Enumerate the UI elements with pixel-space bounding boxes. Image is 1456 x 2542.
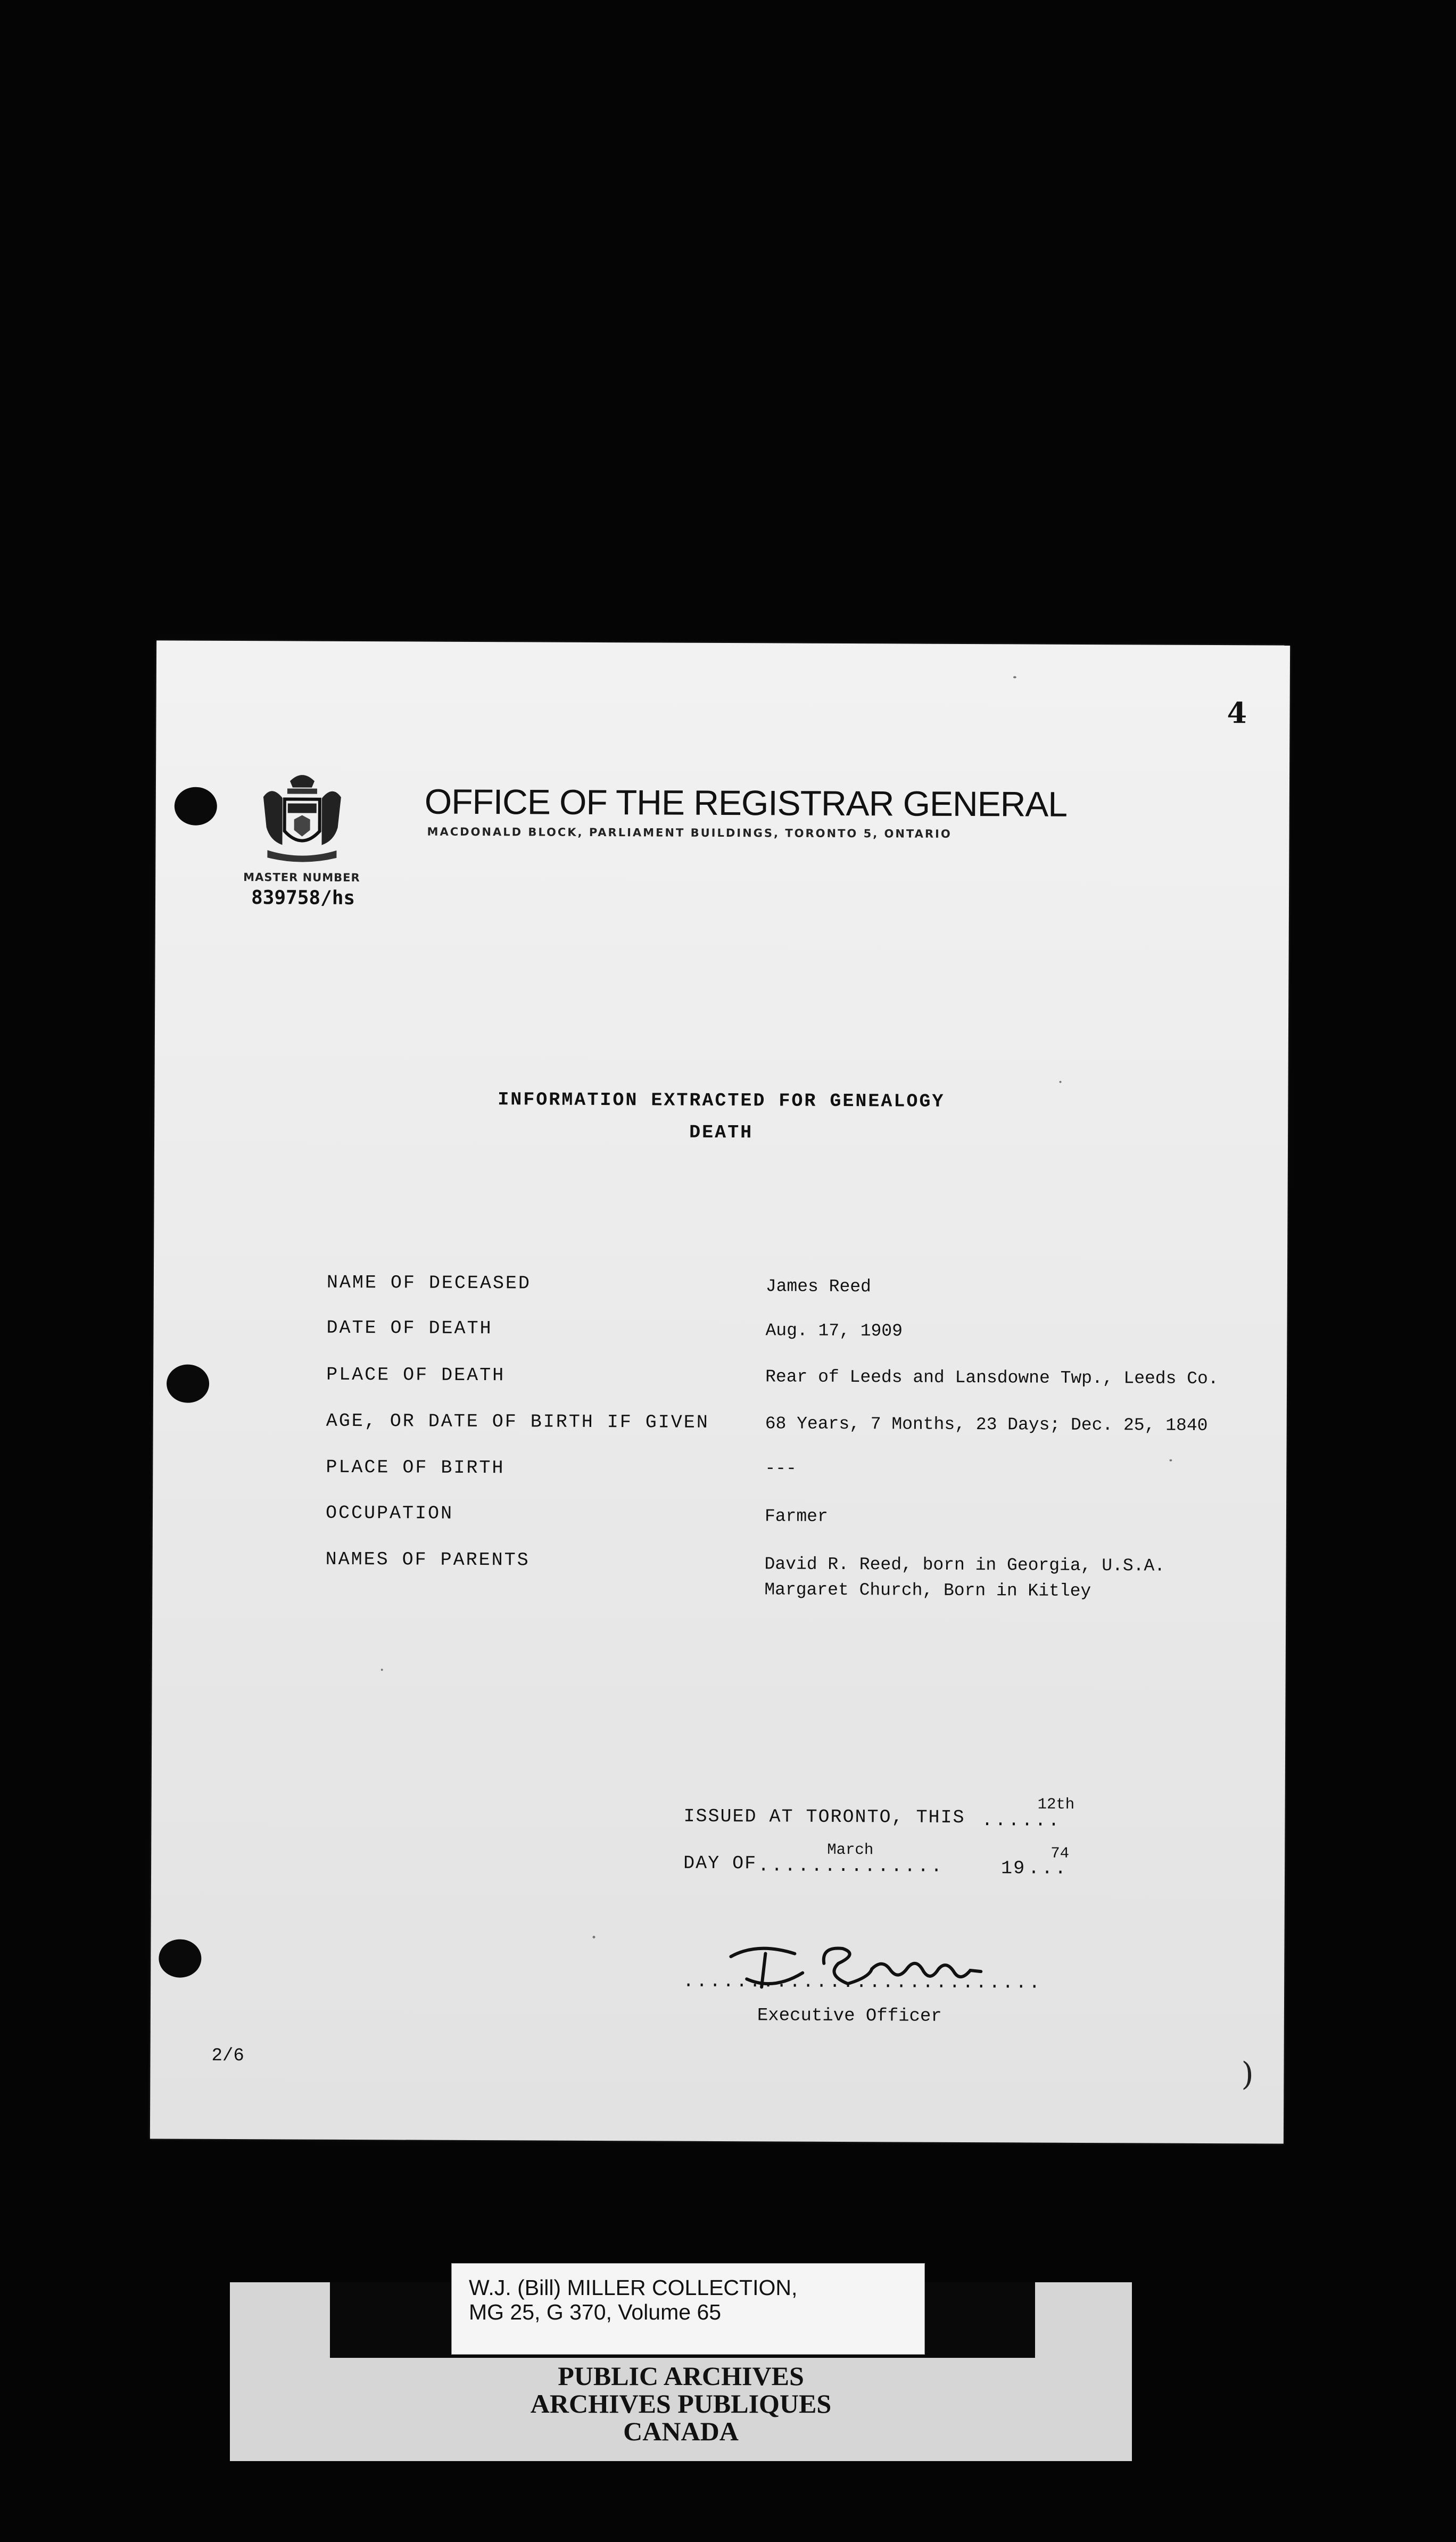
office-title: OFFICE OF THE REGISTRAR GENERAL: [424, 781, 1068, 824]
margin-mark: ): [1241, 2056, 1254, 2093]
master-number: 839758/hs: [251, 887, 355, 909]
issued-day-dots: ......: [981, 1810, 1062, 1831]
field-value-place-of-birth: ---: [765, 1458, 797, 1479]
field-label-age: AGE, OR DATE OF BIRTH IF GIVEN: [326, 1410, 709, 1433]
document-heading: INFORMATION EXTRACTED FOR GENEALOGY: [498, 1089, 945, 1112]
issued-at-text: ISSUED AT TORONTO, THIS: [683, 1805, 965, 1829]
field-value-age: 68 Years, 7 Months, 23 Days; Dec. 25, 1840: [765, 1414, 1208, 1435]
field-value-occupation: Farmer: [764, 1506, 828, 1526]
office-address: MACDONALD BLOCK, PARLIAMENT BUILDINGS, TORONTO 5, ONTARIO: [427, 825, 952, 840]
field-label-parents: NAMES OF PARENTS: [325, 1548, 530, 1571]
issued-year: 74: [1050, 1844, 1070, 1862]
master-number-label: MASTER NUMBER: [243, 871, 360, 885]
certificate-page: [150, 640, 1290, 2143]
field-label-date-of-death: DATE OF DEATH: [326, 1317, 493, 1340]
issued-month: March: [827, 1841, 874, 1859]
field-value-name: James Reed: [765, 1276, 871, 1297]
collection-reference: MG 25, G 370, Volume 65: [469, 2300, 722, 2324]
issued-day: 12th: [1037, 1795, 1075, 1813]
ontario-coat-of-arms-icon: [257, 766, 348, 865]
paper-specks: [156, 640, 1290, 645]
year-prefix: 19: [1001, 1858, 1026, 1879]
collection-name: W.J. (Bill) MILLER COLLECTION,: [469, 2275, 798, 2300]
field-value-place-of-death: Rear of Leeds and Lansdowne Twp., Leeds Co.: [765, 1367, 1219, 1389]
field-label-occupation: OCCUPATION: [325, 1502, 454, 1524]
field-label-place-of-birth: PLACE OF BIRTH: [326, 1456, 505, 1479]
year-dots: ...: [1028, 1858, 1069, 1879]
month-dots: ..............: [758, 1855, 945, 1877]
punch-hole-middle: [167, 1364, 209, 1402]
field-value-date-of-death: Aug. 17, 1909: [765, 1320, 903, 1341]
stamp-line-french: ARCHIVES PUBLIQUES: [530, 2389, 832, 2419]
stamp-line-english: PUBLIC ARCHIVES: [558, 2361, 804, 2391]
collection-label: [451, 2263, 925, 2355]
punch-hole-top: [175, 787, 217, 826]
punch-hole-bottom: [159, 1939, 201, 1977]
page-number: 4: [1227, 696, 1247, 730]
public-archives-stamp: [230, 2362, 1132, 2445]
executive-officer-label: Executive Officer: [757, 2005, 942, 2027]
field-value-parent-father: David R. Reed, born in Georgia, U.S.A.: [764, 1554, 1165, 1576]
field-label-name: NAME OF DECEASED: [326, 1272, 532, 1294]
day-of-text: DAY OF: [683, 1852, 757, 1875]
document-subheading: DEATH: [689, 1121, 754, 1144]
field-label-place-of-death: PLACE OF DEATH: [326, 1364, 506, 1386]
field-value-parent-mother: Margaret Church, Born in Kitley: [764, 1580, 1091, 1602]
stamp-line-country: CANADA: [623, 2416, 739, 2446]
signature-dots: ...........................: [683, 1970, 1043, 1994]
batch-number: 2/6: [211, 2045, 244, 2067]
